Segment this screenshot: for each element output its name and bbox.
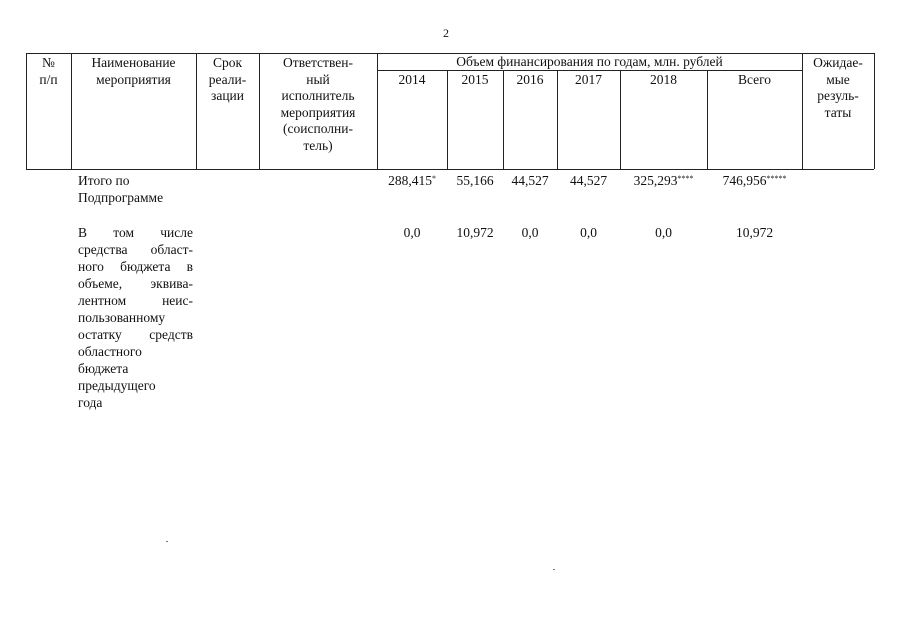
row-regional-label-line: остатку средств: [78, 327, 193, 342]
header-name-line: мероприятия: [96, 71, 171, 87]
row-total-value-2016: 44,527: [511, 173, 549, 188]
row-regional-label-line: бюджета: [78, 361, 129, 376]
row-regional-label-line: В том числе: [78, 225, 193, 240]
row-regional-value-2018: 0,0: [655, 225, 672, 240]
header-executor-line: тель): [303, 137, 333, 153]
header-year-2016: 2016: [516, 72, 544, 87]
header-executor-line: ный: [306, 71, 330, 87]
row-total-label-line: Подпрограмме: [78, 190, 164, 205]
header-name: [71, 55, 196, 88]
row-regional-value-all: 10,972: [735, 225, 774, 240]
header-results-line: мые: [826, 71, 850, 87]
header-results-line: Ожидае-: [813, 55, 863, 70]
row-regional-label-line: областного: [78, 344, 142, 359]
header-term-line: Срок: [212, 55, 243, 70]
row-regional-label-line: лентном неис-: [78, 293, 193, 308]
header-year-2014: 2014: [398, 72, 426, 87]
header-executor-line: мероприятия: [280, 104, 356, 120]
header-num-line: №: [42, 55, 55, 70]
row-regional-value-2014: 0,0: [403, 225, 421, 240]
header-term: [196, 55, 259, 105]
row-regional-label-line: ного бюджета в: [78, 259, 193, 274]
row-regional-value-2017: 0,0: [580, 225, 597, 240]
row-regional-label-line: средства област-: [78, 242, 193, 257]
header-term-line: зации: [211, 88, 244, 103]
row-regional-label-line: года: [78, 395, 103, 410]
scan-speck: [166, 541, 168, 542]
row-total-value-all: 746,956*****: [722, 173, 787, 188]
row-regional-value-2015: 10,972: [456, 225, 494, 240]
row-total-label: [78, 172, 193, 206]
header-term-line: реали-: [208, 71, 247, 87]
header-year-2018: 2018: [650, 72, 677, 87]
row-total-value-2018: 325,293****: [633, 173, 694, 188]
header-executor-line: исполнитель: [281, 88, 355, 103]
header-total: Всего: [737, 72, 772, 87]
header-num: [26, 55, 71, 88]
header-executor: [259, 55, 377, 154]
header-executor-line: (соисполни-: [283, 121, 353, 136]
header-results-line: резуль-: [817, 88, 859, 103]
row-regional-label-line: объеме, эквива-: [78, 276, 193, 291]
header-num-line: п/п: [39, 71, 58, 87]
row-total-value-2017: 44,527: [569, 173, 608, 188]
header-executor-line: Ответствен-: [283, 55, 353, 70]
row-regional-label: [78, 224, 193, 411]
header-year-2017: 2017: [575, 72, 602, 87]
row-regional-value-2016: 0,0: [521, 225, 539, 240]
header-name-line: Наименование: [91, 55, 176, 70]
row-regional-label-line: предыдущего: [78, 378, 156, 393]
header-results-line: таты: [824, 104, 852, 120]
header-results: [802, 55, 874, 121]
header-year-2015: 2015: [461, 72, 489, 87]
page-number: 2: [443, 26, 449, 40]
row-total-label-line: Итого по: [78, 173, 130, 188]
header-funding-title: Объем финансирования по годам, млн. рублей: [456, 54, 723, 69]
scan-speck: [553, 569, 555, 570]
row-total-value-2014: 288,415*: [388, 173, 436, 188]
row-regional-label-line: пользованному: [78, 310, 166, 325]
row-total-value-2015: 55,166: [456, 173, 494, 188]
